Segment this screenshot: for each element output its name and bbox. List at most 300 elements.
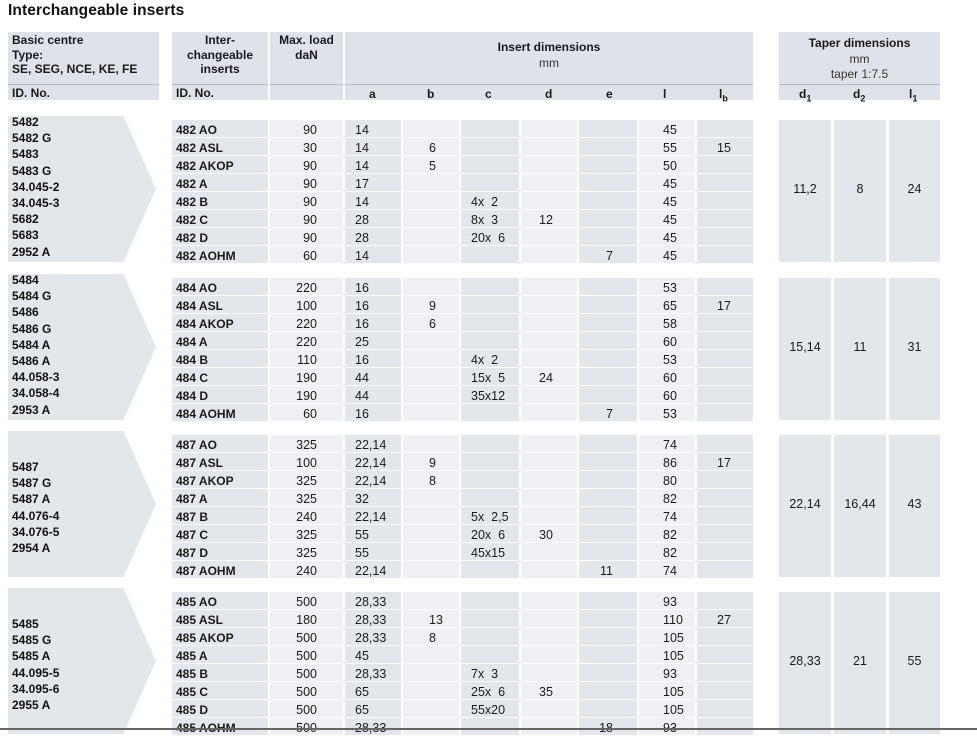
taper-d2-value: 8 [856,182,864,196]
cell-l: 53 [639,278,695,296]
cell-a: 28,33 [345,628,401,646]
cell-l: 45 [639,246,695,264]
cell-e [579,489,637,507]
cell-d [521,543,577,561]
header-insert-dims-label: Insert dimensions [497,40,601,54]
taper-d1-cell [779,278,831,420]
taper-l1-value: 24 [907,182,922,196]
cell-lb [697,489,753,507]
taper-l1-value: 55 [907,654,922,668]
basic-centre-id: 2952 A [12,244,51,259]
cell-load: 325 [270,525,343,543]
basic-centre-id: 34.058-4 [12,386,60,401]
header-max-load [270,32,343,100]
cell-l: 53 [639,350,695,368]
cell-l: 50 [639,156,695,174]
cell-id: 487 A [172,489,268,507]
basic-centre-id: 34.045-3 [12,196,60,210]
header-inter: Inter- [205,33,235,47]
cell-b: 8 [403,471,459,489]
cell-d [521,278,577,296]
cell-lb [697,156,753,174]
cell-id: 484 ASL [172,296,268,314]
col-d2-main: d [853,87,861,101]
cell-lb: 15 [697,138,753,156]
header-inserts-label: inserts [200,62,240,76]
cell-c [461,435,519,453]
taper-d1-value: 15,14 [789,340,821,354]
cell-b [403,332,459,350]
cell-a: 28,33 [345,610,401,628]
cell-c: 55x20 [461,700,519,718]
cell-l: 65 [639,296,695,314]
cell-e [579,592,637,610]
basic-centre-id: 5482 G [12,131,52,146]
cell-b [403,246,459,264]
cell-c [461,138,519,156]
cell-a: 16 [345,350,401,368]
cell-e [579,386,637,404]
cell-b [403,404,459,422]
cell-l: 82 [639,525,695,543]
cell-id: 487 D [172,543,268,561]
cell-c [461,592,519,610]
cell-load: 60 [270,246,343,264]
taper-d2-cell [834,592,886,734]
cell-id: 485 AKOP [172,628,268,646]
basic-centre-id: 34.076-5 [12,524,60,539]
cell-d [521,592,577,610]
cell-c: 4x 2 [461,192,519,210]
cell-load: 325 [270,435,343,453]
cell-d [521,314,577,332]
cell-e [579,471,637,489]
cell-l: 80 [639,471,695,489]
header-taper-dims-label: Taper dimensions [808,36,911,50]
basic-centre-id: 2955 A [12,698,51,712]
cell-l: 74 [639,435,695,453]
cell-e [579,120,637,138]
cell-a [345,718,401,736]
cell-c: 15x 5 [461,368,519,386]
cell-a: 28,33 [345,664,401,682]
taper-d1-cell [779,120,831,262]
cell-e [579,646,637,664]
cell-a: 55 [345,543,401,561]
cell-c [461,156,519,174]
cell-e: 7 [579,246,637,264]
cell-a: 14 [345,156,401,174]
cell-b [403,435,459,453]
cell-id: 485 AO [172,592,268,610]
cell-c [461,628,519,646]
cell-d [521,489,577,507]
cell-c [461,561,519,579]
cell-l: 53 [639,404,695,422]
cell-lb [697,628,753,646]
cell-e [579,156,637,174]
cell-c [461,174,519,192]
cell-load [270,718,343,736]
col-l1-sub: 1 [912,93,918,104]
cell-c [461,120,519,138]
cell-lb [697,525,753,543]
cell-b [403,350,459,368]
basic-centre-id: 5483 G [12,163,52,178]
basic-centre-id: 2954 A [12,541,51,555]
cell-load: 240 [270,507,343,525]
cell-c: 20x 6 [461,525,519,543]
cell-a: 16 [345,278,401,296]
header-types: SE, SEG, NCE, KE, FE [12,62,138,76]
header-inserts [172,32,268,100]
cell-d [521,246,577,264]
cell-b [403,192,459,210]
basic-centre-id: 5485 G [12,633,52,648]
cell-id: 487 AKOP [172,471,268,489]
cell-l: 74 [639,561,695,579]
cell-c: 4x 2 [461,350,519,368]
cell-id: 485 A [172,646,268,664]
cell-load: 90 [270,120,343,138]
cell-e [579,368,637,386]
cell-d: 35 [521,682,577,700]
cell-id: 482 B [172,192,268,210]
basic-centre-id: 34.045-2 [12,179,60,194]
cell-c [461,296,519,314]
cell-c [461,646,519,664]
col-a-header: a [369,87,376,101]
header-dan: daN [295,47,318,62]
col-d1-main: d [799,87,807,101]
basic-centre-id: 34.095-6 [12,681,60,696]
cell-e [579,628,637,646]
col-d1-sub: 1 [806,93,812,104]
cell-b [403,718,459,736]
cell-l: 105 [639,682,695,700]
cell-a: 22,14 [345,561,401,579]
cell-a: 22,14 [345,507,401,525]
cell-d [521,138,577,156]
cell-load: 240 [270,561,343,579]
cell-lb: 17 [697,296,753,314]
cell-lb [697,314,753,332]
cell-d [521,664,577,682]
col-e-header: e [606,87,613,101]
cell-lb [697,174,753,192]
taper-l1-cell [889,278,940,420]
cell-b [403,543,459,561]
col-l1-header [909,87,917,106]
taper-d2-value: 16,44 [844,497,876,511]
col-d2-header [853,87,865,106]
cell-load: 100 [270,453,343,471]
cell-e: 11 [579,561,637,579]
basic-centre-id: 5485 A [12,649,51,664]
cell-load: 60 [270,404,343,422]
cell-e [579,174,637,192]
cell-b [403,174,459,192]
cell-b [403,228,459,246]
basic-centre-id: 5485 [12,617,39,631]
cell-a: 44 [345,386,401,404]
cell-b: 5 [403,156,459,174]
cell-id: 484 AOHM [172,404,268,422]
cell-l: 60 [639,368,695,386]
cell-a: 28 [345,228,401,246]
basic-centre-id: 44.076-4 [12,508,60,523]
cell-c: 20x 6 [461,228,519,246]
cell-load: 325 [270,471,343,489]
cell-d [521,120,577,138]
taper-d1-value: 11,2 [793,182,817,196]
cell-a: 14 [345,192,401,210]
cell-id: 482 AKOP [172,156,268,174]
cell-l: 105 [639,700,695,718]
cell-load: 90 [270,192,343,210]
col-l1-main: l [909,87,913,101]
cell-c [461,314,519,332]
cell-l: 86 [639,453,695,471]
header-taper-mm: mm [849,52,870,66]
taper-l1-value: 43 [907,497,922,511]
col-l-header: l [663,87,667,101]
taper-d2-cell [834,278,886,420]
cell-e [579,350,637,368]
cell-id: 484 AO [172,278,268,296]
cell-e: 7 [579,404,637,422]
cell-d [521,404,577,422]
cell-lb [697,210,753,228]
cell-load: 325 [270,489,343,507]
col-lb-sub: b [722,93,728,104]
cell-d [521,156,577,174]
cell-l: 55 [639,138,695,156]
cell-id: 484 B [172,350,268,368]
cell-id: 487 C [172,525,268,543]
cell-id: 482 C [172,210,268,228]
cell-a: 44 [345,368,401,386]
cell-lb [697,561,753,579]
basic-centre-id: 5484 G [12,289,52,304]
cell-b [403,120,459,138]
cell-d [521,646,577,664]
cell-lb: 17 [697,453,753,471]
basic-centre-id: 5482 [12,115,39,129]
cell-d [521,332,577,350]
cell-c [461,453,519,471]
cell-id: 482 AOHM [172,246,268,264]
cell-l: 60 [639,332,695,350]
cell-e [579,314,637,332]
cell-a: 14 [345,120,401,138]
cell-a: 28,33 [345,592,401,610]
cell-b [403,386,459,404]
cell-load: 500 [270,592,343,610]
cell-d [521,453,577,471]
cell-a: 16 [345,404,401,422]
cell-load: 500 [270,628,343,646]
basic-centre-id: 5484 [12,273,39,287]
cell-e [579,192,637,210]
cell-lb [697,404,753,422]
cell-a: 16 [345,296,401,314]
cell-e [579,228,637,246]
cell-l: 45 [639,210,695,228]
basic-centre-id: 44.095-5 [12,665,60,680]
cell-l: 93 [639,664,695,682]
cell-c [461,404,519,422]
cell-load: 500 [270,664,343,682]
cell-l: 74 [639,507,695,525]
taper-d2-cell [834,120,886,262]
cell-l: 82 [639,489,695,507]
cell-a: 16 [345,314,401,332]
basic-centre-id: 5487 G [12,476,52,491]
cell-load: 220 [270,332,343,350]
cell-c: 45x15 [461,543,519,561]
cell-lb [697,718,753,736]
cell-a: 17 [345,174,401,192]
cell-lb [697,228,753,246]
cell-lb [697,332,753,350]
cell-d [521,174,577,192]
cell-a: 22,14 [345,471,401,489]
cell-id: 482 ASL [172,138,268,156]
cell-lb [697,682,753,700]
basic-centre-id: 5487 [12,460,39,474]
cell-lb [697,646,753,664]
cell-c: 35x12 [461,386,519,404]
cell-id: 484 A [172,332,268,350]
cell-d [521,386,577,404]
cell-d [521,192,577,210]
cell-load: 190 [270,386,343,404]
taper-l1-cell [889,435,940,577]
taper-d2-value: 11 [853,340,867,354]
page-title: Interchangeable inserts [8,2,185,19]
cell-e [579,435,637,453]
taper-d2-cell [834,435,886,577]
cell-e [579,718,637,736]
cell-b [403,525,459,543]
cell-load: 90 [270,174,343,192]
cell-lb [697,507,753,525]
cell-load: 180 [270,610,343,628]
cell-lb [697,192,753,210]
cell-lb [697,246,753,264]
cell-c [461,278,519,296]
cell-lb [697,700,753,718]
cell-a: 55 [345,525,401,543]
taper-l1-cell [889,592,940,734]
header-taper-ratio: taper 1:7.5 [830,67,889,81]
basic-centre-id: 2953 A [12,402,51,417]
cell-d [521,610,577,628]
basic-centre-id: 5487 A [12,492,51,507]
basic-centre-id: 5683 [12,228,39,243]
cell-d: 30 [521,525,577,543]
cell-b: 6 [403,314,459,332]
cell-e [579,610,637,628]
col-lb-main: l [719,87,723,101]
cell-load: 90 [270,210,343,228]
cell-l: 45 [639,120,695,138]
cell-load: 90 [270,156,343,174]
cell-b: 6 [403,138,459,156]
cell-d [521,471,577,489]
taper-d1-value: 22,14 [789,497,821,511]
cell-b [403,592,459,610]
cell-id: 487 ASL [172,453,268,471]
cell-l: 105 [639,646,695,664]
cell-lb [697,664,753,682]
header-taper-dimensions [779,32,940,104]
cell-c [461,332,519,350]
cell-e [579,507,637,525]
cell-id: 482 AO [172,120,268,138]
cell-e [579,543,637,561]
cell-lb [697,368,753,386]
cell-lb [697,278,753,296]
cell-a: 65 [345,682,401,700]
cell-b: 13 [403,610,459,628]
cell-b [403,489,459,507]
col-c-header: c [485,87,492,101]
cell-c [461,246,519,264]
cell-d [521,350,577,368]
cell-a: 32 [345,489,401,507]
cell-id: 484 AKOP [172,314,268,332]
cell-b [403,682,459,700]
cell-c [461,610,519,628]
cell-b [403,278,459,296]
cell-a: 45 [345,646,401,664]
cell-b: 9 [403,296,459,314]
cell-b: 9 [403,453,459,471]
basic-centre-id: 5484 A [12,337,51,352]
cell-l [639,718,695,736]
cell-id: 485 C [172,682,268,700]
header-insert-dimensions [345,32,753,104]
header-type-label: Type: [12,47,44,62]
cell-c: 7x 3 [461,664,519,682]
cell-id: 485 D [172,700,268,718]
cell-d [521,718,577,736]
cell-e [579,332,637,350]
cell-c: 8x 3 [461,210,519,228]
col-d-header: d [545,87,553,101]
cell-c: 25x 6 [461,682,519,700]
cell-c [461,471,519,489]
cell-id: 487 AO [172,435,268,453]
cell-e [579,664,637,682]
cell-c: 5x 2,5 [461,507,519,525]
basic-centre-id: 5682 [12,212,39,227]
header-basic-centre [8,32,159,100]
cell-lb [697,386,753,404]
cell-d [521,561,577,579]
cell-load: 220 [270,314,343,332]
cell-d [521,228,577,246]
cell-e [579,278,637,296]
bottom-divider [0,728,977,730]
cell-b: 8 [403,628,459,646]
cell-lb [697,435,753,453]
cell-l: 105 [639,628,695,646]
cell-id [172,718,268,736]
cell-load: 110 [270,350,343,368]
